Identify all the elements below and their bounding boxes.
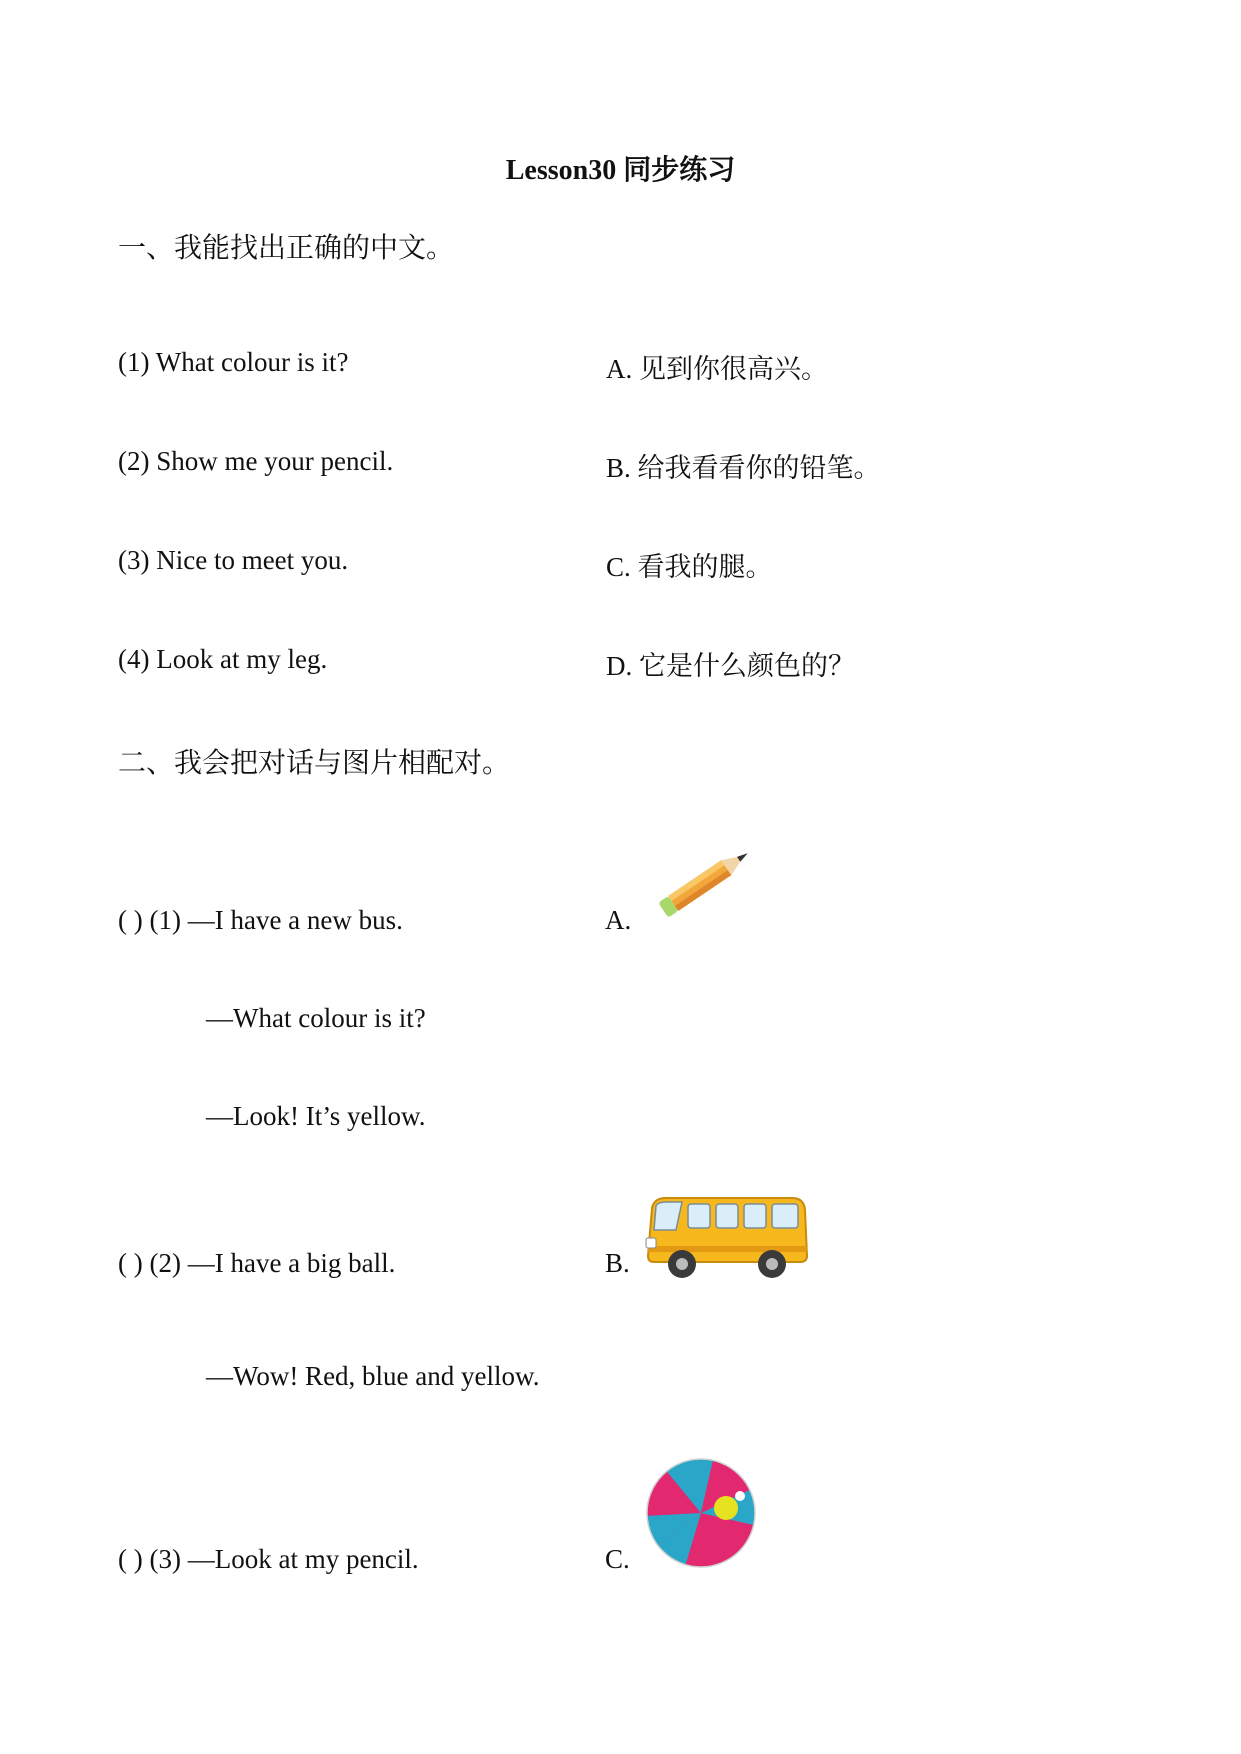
q1-line-1: ( ) (1) —I have a new bus.	[118, 905, 403, 935]
ball-icon	[644, 1456, 758, 1570]
bus-icon	[642, 1190, 812, 1282]
s1-right-item-d: D. 它是什么颜色的？	[606, 651, 855, 681]
s1-right-item-b: B. 给我看看你的铅笔。	[606, 453, 881, 483]
pencil-icon	[652, 840, 764, 920]
page-title: Lesson30 同步练习	[505, 155, 736, 186]
s1-left-item-4: (4) Look at my leg.	[118, 644, 328, 674]
q2-line-2: —Wow! Red, blue and yellow.	[206, 1361, 540, 1391]
option-b-label: B.	[605, 1248, 630, 1278]
q2-line-1: ( ) (2) —I have a big ball.	[118, 1248, 396, 1278]
s1-right-item-a: A. 见到你很高兴。	[606, 354, 828, 384]
s1-left-item-2: (2) Show me your pencil.	[118, 446, 394, 476]
s1-left-item-1: (1) What colour is it?	[118, 347, 349, 377]
s1-right-item-c: C. 看我的腿。	[606, 552, 773, 582]
section1-heading: 一、我能找出正确的中文。	[118, 233, 455, 264]
q1-line-3: —Look! It’s yellow.	[206, 1101, 426, 1131]
option-a-label: A.	[605, 905, 632, 935]
option-c-label: C.	[605, 1544, 630, 1574]
q3-line-1: ( ) (3) —Look at my pencil.	[118, 1544, 419, 1574]
q1-line-2: —What colour is it?	[206, 1003, 426, 1033]
s1-left-item-3: (3) Nice to meet you.	[118, 545, 349, 575]
section2-heading: 二、我会把对话与图片相配对。	[118, 748, 511, 779]
